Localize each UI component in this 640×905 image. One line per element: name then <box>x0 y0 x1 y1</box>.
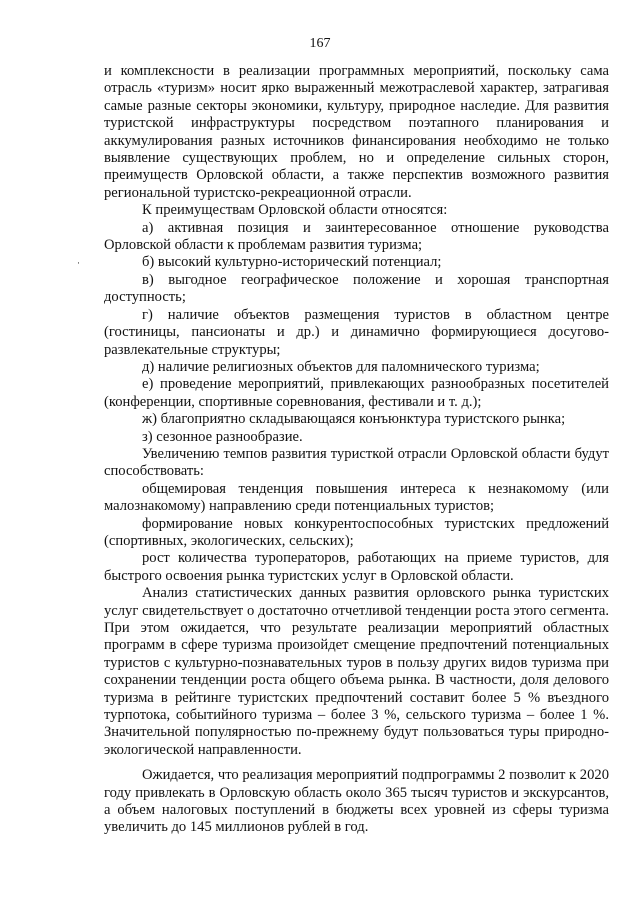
list-item-b: б) высокий культурно-исторический потенциал; <box>142 254 442 271</box>
list-item-a: а) активная позиция и заинтересованное отношение руководства Орловской области к проблемам развития туризма; <box>104 219 609 254</box>
list-item-zh: ж) благоприятно складывающаяся конъюнктура туристского рынка; <box>142 411 566 428</box>
expectation-paragraph: Ожидается, что реализация мероприятий подпрограммы 2 позволит к 2020 году привлекать в Орловскую область около 365 тысяч туристов и экскурсантов, а объем налоговых поступлений в бюджеты всех уровней из сферы туризма увеличить до 145 миллионов рублей в год. <box>104 767 609 836</box>
list-item-e: е) проведение мероприятий, привлекающих разнообразных посетителей (конференции, спортивные соревнования, фестивали и т. д.); <box>104 376 609 410</box>
analysis-paragraph: Анализ статистических данных развития орловского рынка туристских услуг свидетельствует о достаточно отчетливой тенденции роста этого сегмента. При этом ожидается, что результате реализации мероприятий областных программ в сфере туризма произойдет смещение предпочтений потенциальных туристов с культурно-познавательных туров в пользу других видов туризма при сохранении тенденции роста общего объема рынка. В частности, доля делового туризма в рейтинге туристских предпочтений составит более 5 % въездного турпотока, событийного туризма – более 3 %, сельского туризма – более 1 %. Значительной популярностью по-прежнему будут пользоваться туры природно-экологической направленности. <box>104 585 609 758</box>
list-item-g: г) наличие объектов размещения туристов в областном центре (гостиницы, пансионаты и др.) и динамично формирующиеся досугово-развлекательные структуры; <box>104 306 609 358</box>
page-number: 167 <box>309 36 331 51</box>
document-body <box>104 63 609 837</box>
list-item-z: з) сезонное разнообразие. <box>142 428 303 445</box>
growth-factors-paragraph: Увеличению темпов развития туристкой отрасли Орловской области будут способствовать: <box>104 445 609 480</box>
list-item-d: д) наличие религиозных объектов для паломнического туризма; <box>142 358 540 375</box>
intro-paragraph: и комплексности в реализации программных мероприятий, поскольку сама отрасль «туризм» носит ярко выраженный межотраслевой характер, затрагивая самые разные секторы экономики, культуру, природное наследие. Для развития туристской инфраструктуры посредством поэтапного планирования и аккумулирования разных источников финансирования необходимо не только выявление существующих проблем, но и определение сильных сторон, преимуществ Орловской области, а также перспектив возможного развития региональной туристско-рекреационной отрасли. <box>104 63 609 201</box>
list-item-v: в) выгодное географическое положение и хорошая транспортная доступность; <box>104 271 609 306</box>
factor-item-2: формирование новых конкурентоспособных туристских предложений (спортивных, экологических, сельских); <box>104 515 609 549</box>
advantages-heading: К преимуществам Орловской области относятся: <box>142 202 448 219</box>
scan-speck: · <box>77 258 80 268</box>
factor-item-3: рост количества туроператоров, работающих на приеме туристов, для быстрого освоения рынка туристских услуг в Орловской области. <box>104 550 609 584</box>
factor-item-1: общемировая тенденция повышения интереса к незнакомому (или малознакомому) направлению среди потенциальных туристов; <box>104 480 609 515</box>
